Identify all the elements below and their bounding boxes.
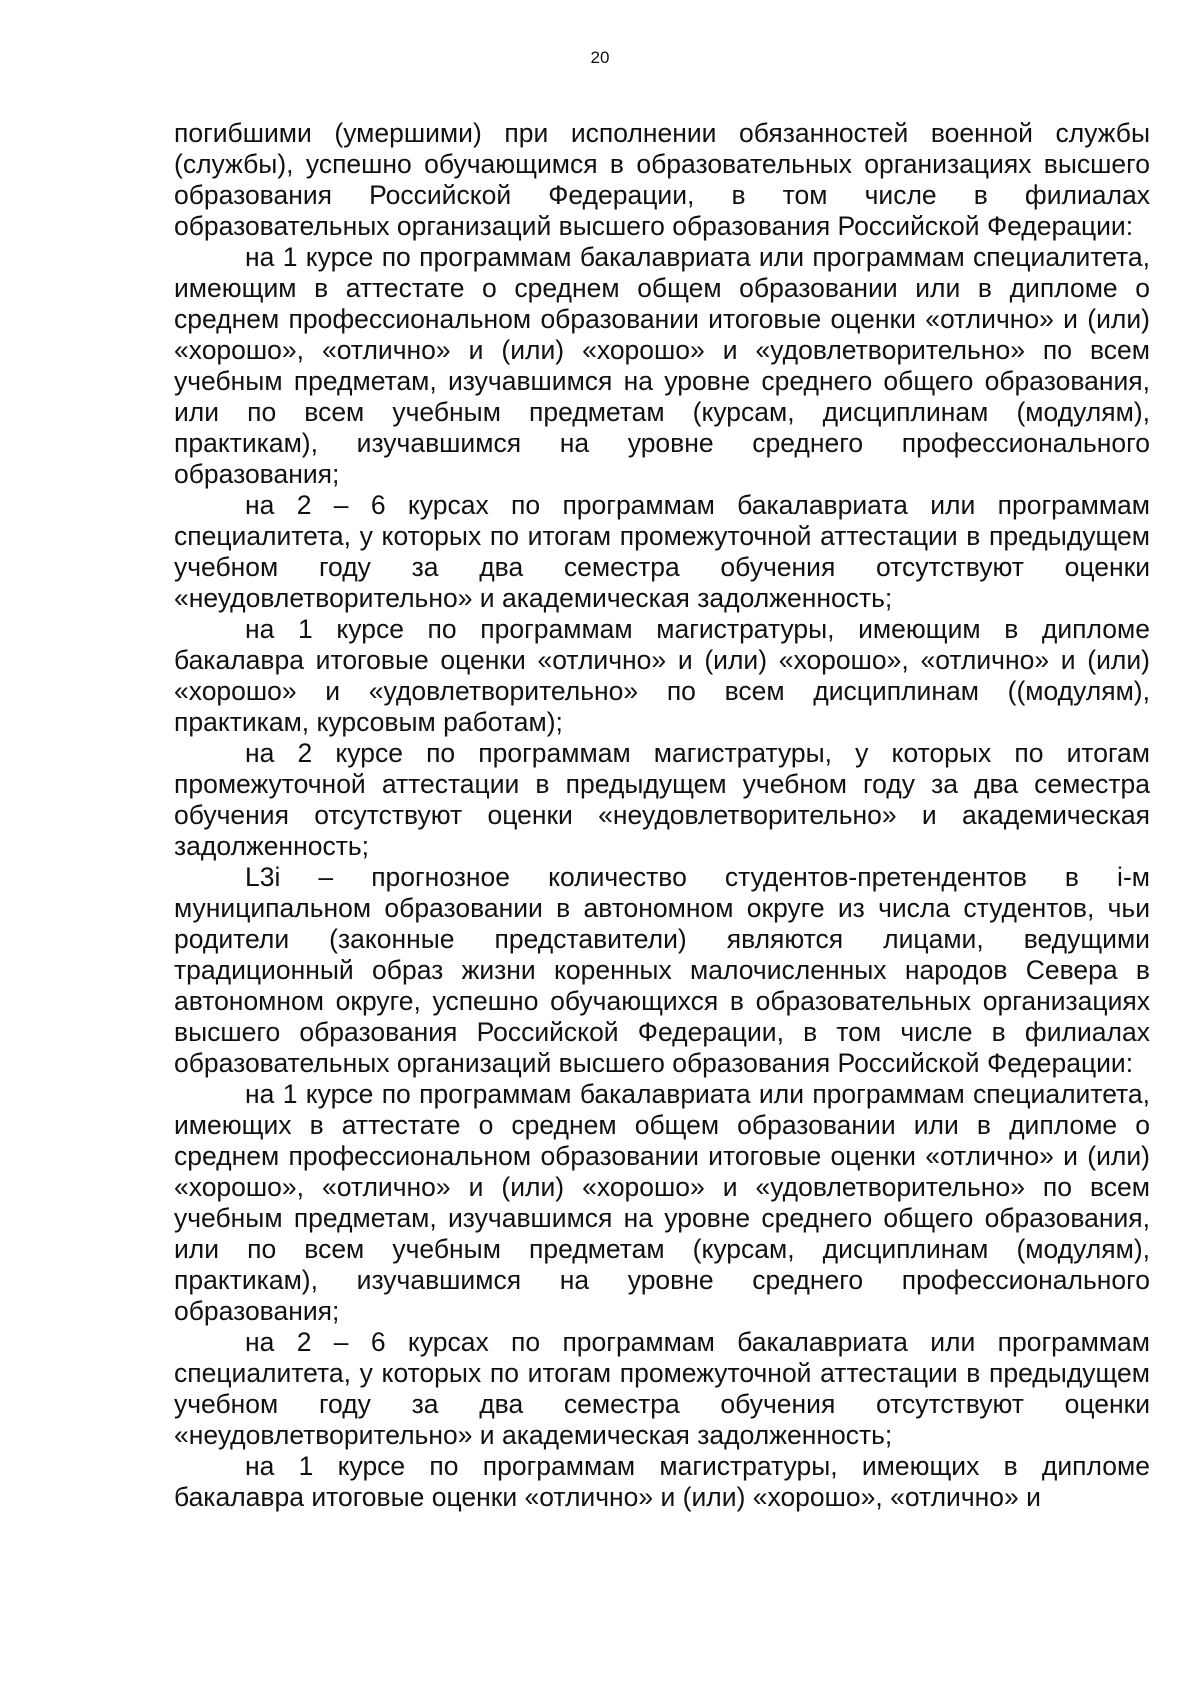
paragraph-l3i-master-first-year: на 1 курсе по программам магистратуры, имеющих в дипломе бакалавра итоговые оценки «отлично» и (или) «хорошо», «отлично» и (174, 1451, 1150, 1512)
paragraph-continuation: погибшими (умершими) при исполнении обязанностей военной службы (службы), успешно обучающимся в образовательных организациях высшего образования Российской Федерации, в том числе в филиалах образовательных организаций высшего образования Российской Федерации: (174, 118, 1150, 241)
paragraph-bachelor-first-year: на 1 курсе по программам бакалавриата или программам специалитета, имеющим в аттестате о среднем общем образовании или в дипломе о среднем профессиональном образовании итоговые оценки «отлично» и (или) «хорошо», «отлично» и (или) «хорошо» и «удовлетворительно» по всем учебным предметам, изучавшимся на уровне среднего общего образования, или по всем учебным предметам (курсам, дисциплинам (модулям), практикам), изучавшимся на уровне среднего профессионального образования; (174, 242, 1150, 489)
document-body (174, 118, 1150, 1513)
paragraph-l3i-bachelor-first-year: на 1 курсе по программам бакалавриата или программам специалитета, имеющих в аттестате о среднем общем образовании или в дипломе о среднем профессиональном образовании итоговые оценки «отлично» и (или) «хорошо», «отлично» и (или) «хорошо» и «удовлетворительно» по всем учебным предметам, изучавшимся на уровне среднего общего образования, или по всем учебным предметам (курсам, дисциплинам (модулям), практикам), изучавшимся на уровне среднего профессионального образования; (174, 1079, 1150, 1326)
paragraph-l3i-bachelor-senior-years: на 2 – 6 курсах по программам бакалавриата или программам специалитета, у которых по итогам промежуточной аттестации в предыдущем учебном году за два семестра обучения отсутствуют оценки «неудовлетворительно» и академическая задолженность; (174, 1327, 1150, 1450)
paragraph-master-second-year: на 2 курсе по программам магистратуры, у которых по итогам промежуточной аттестации в предыдущем учебном году за два семестра обучения отсутствуют оценки «неудовлетворительно» и академическая задолженность; (174, 738, 1150, 861)
paragraph-l3i-definition: L3i – прогнозное количество студентов-претендентов в i-м муниципальном образовании в автономном округе из числа студентов, чьи родители (законные представители) являются лицами, ведущими традиционный образ жизни коренных малочисленных народов Севера в автономном округе, успешно обучающихся в образовательных организациях высшего образования Российской Федерации, в том числе в филиалах образовательных организаций высшего образования Российской Федерации: (174, 862, 1150, 1078)
paragraph-master-first-year: на 1 курсе по программам магистратуры, имеющим в дипломе бакалавра итоговые оценки «отлично» и (или) «хорошо», «отлично» и (или) «хорошо» и «удовлетворительно» по всем дисциплинам ((модулям), практикам, курсовым работам); (174, 614, 1150, 737)
page-number: 20 (590, 48, 610, 67)
paragraph-bachelor-senior-years: на 2 – 6 курсах по программам бакалавриата или программам специалитета, у которых по итогам промежуточной аттестации в предыдущем учебном году за два семестра обучения отсутствуют оценки «неудовлетворительно» и академическая задолженность; (174, 490, 1150, 613)
